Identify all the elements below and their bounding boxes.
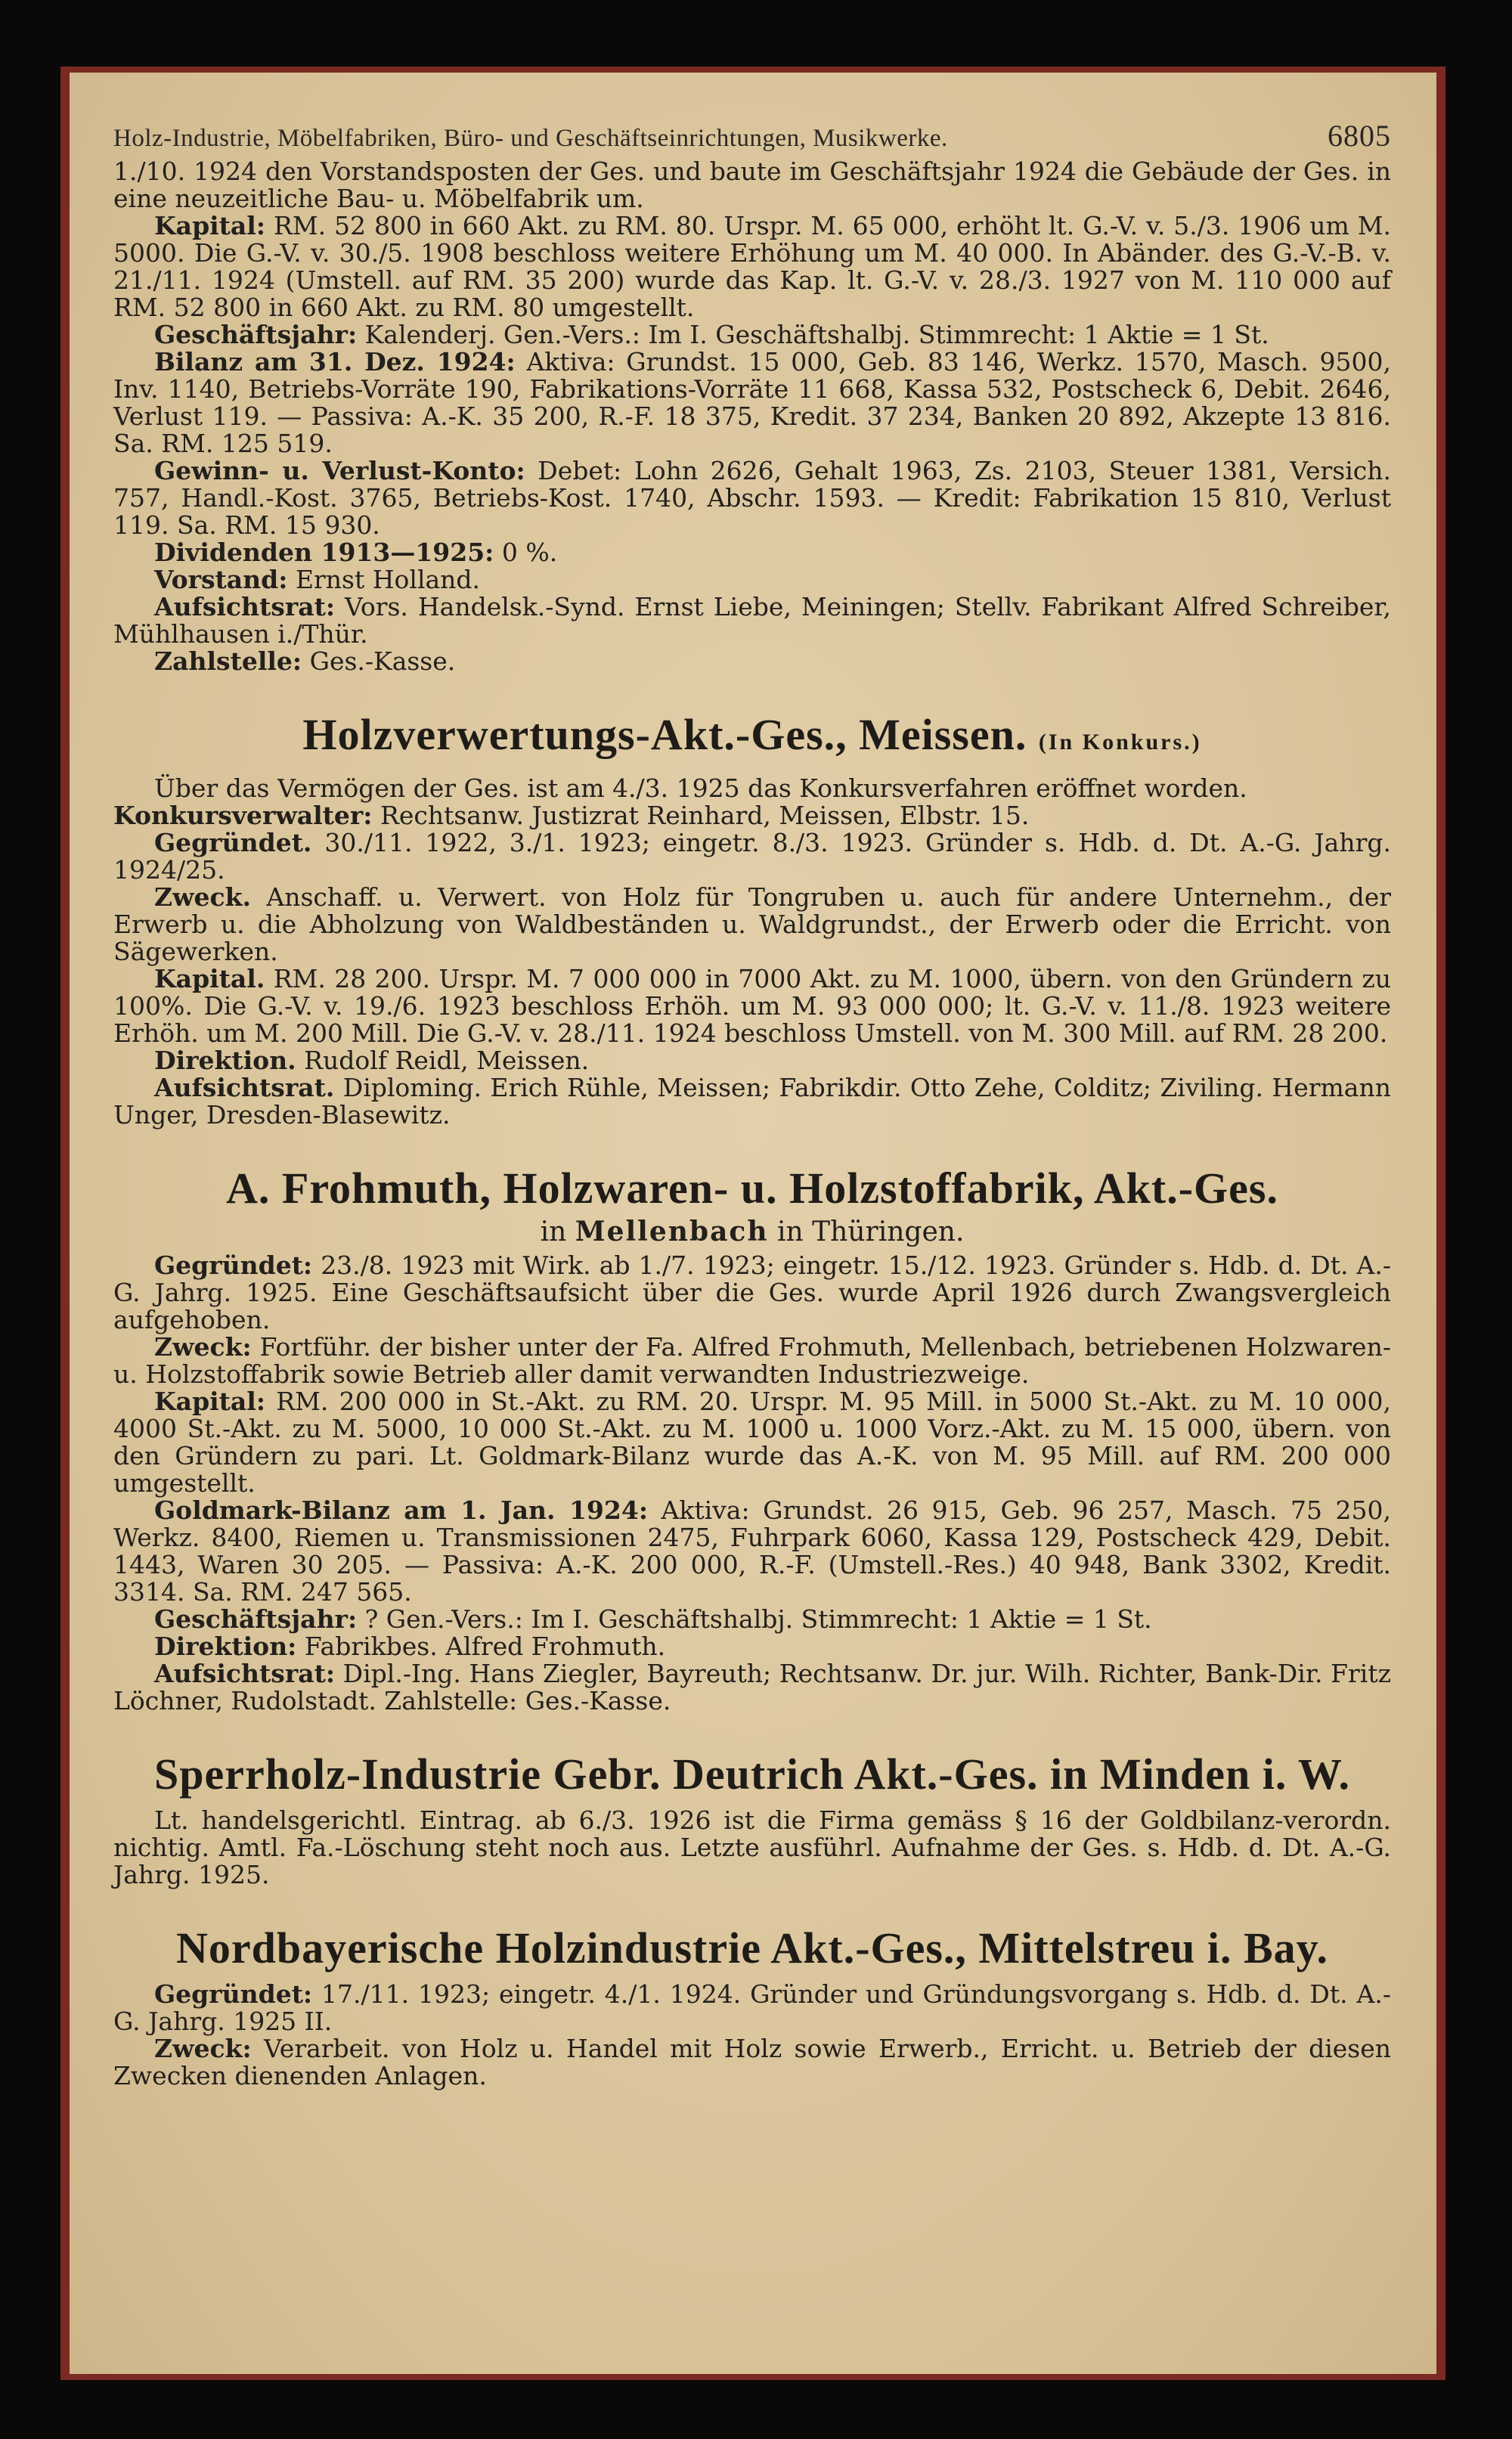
document-page xyxy=(70,73,1436,2374)
paragraph-zweck: Zweck: Fortführ. der bisher unter der Fa. Alfred Frohmuth, Mellenbach, betriebenen Holzwaren- u. Holzstoffabrik sowie Betrieb aller damit verwandten Industriezweige. xyxy=(113,1332,1391,1389)
page-content xyxy=(113,118,1391,2090)
entry-frohmuth xyxy=(113,1162,1391,1715)
paragraph-aufsichtsrat: Aufsichtsrat. Diploming. Erich Rühle, Meissen; Fabrikdir. Otto Zehe, Colditz; Ziviling. Hermann Unger, Dresden-Blasewitz. xyxy=(113,1073,1391,1130)
paragraph-gewinn-verlust: Gewinn- u. Verlust-Konto: Debet: Lohn 2626, Gehalt 1963, Zs. 2103, Steuer 1381, Versich. 757, Handl.-Kost. 3765, Betriebs-Kost. 1740, Abschr. 1593. — Kredit: Fabrikation 15 810, Verlust 119. Sa. RM. 15 930. xyxy=(113,456,1391,540)
company-title: Sperrholz-Industrie Gebr. Deutrich Akt.-Ges. in Minden i. W. xyxy=(153,1749,1351,1799)
paragraph-zahlstelle: Zahlstelle: Ges.-Kasse. xyxy=(154,646,456,676)
paragraph-dividenden: Dividenden 1913—1925: 0 %. xyxy=(154,538,558,567)
entry-holzverwertungs xyxy=(113,708,1391,1129)
paragraph-kapital: Kapital: RM. 52 800 in 660 Akt. zu RM. 80. Urspr. M. 65 000, erhöht lt. G.-V. v. 5./3. 1906 um M. 5000. Die G.-V. v. 30./5. 1908 beschloss weitere Erhöhung um M. 40 000. In Abänder. des G.-V.-B. v. 21./11. 1924 (Umstell. auf RM. 35 200) wurde das Kap. lt. G.-V. v. 28./3. 1927 von M. 110 000 auf RM. 52 800 in 660 Akt. zu RM. 80 umgestellt. xyxy=(113,211,1391,322)
running-header xyxy=(113,118,1391,153)
paragraph-geschaeftsjahr: Geschäftsjahr: ? Gen.-Vers.: Im I. Geschäftshalbj. Stimmrecht: 1 Aktie = 1 St. xyxy=(154,1604,1152,1634)
running-title: Holz-Industrie, Möbelfabriken, Büro- und Geschäftseinrichtungen, Musikwerke. xyxy=(113,125,948,152)
paragraph-zweck: Zweck. Anschaff. u. Verwert. von Holz für Tongruben u. auch für andere Unternehm., der Erwerb u. die Abholzung von Waldbeständen u. Waldgrundst., der Erwerb oder die Erricht. von Sägewerken. xyxy=(113,882,1391,966)
paragraph-kapital: Kapital. RM. 28 200. Urspr. M. 7 000 000 in 7000 Akt. zu M. 1000, übern. von den Gründern zu 100%. Die G.-V. v. 19./6. 1923 beschloss Erhöh. um M. 93 000 000; lt. G.-V. v. 11./8. 1923 weitere Erhöh. um M. 200 Mill. Die G.-V. v. 28./11. 1924 beschloss Umstell. von M. 300 Mill. auf RM. 28 200. xyxy=(113,964,1391,1048)
company-title: Holzverwertungs-Akt.-Ges., Meissen. (In Konkurs.) xyxy=(302,710,1202,759)
paragraph-gegruendet: Gegründet. 30./11. 1922, 3./1. 1923; eingetr. 8./3. 1923. Gründer s. Hdb. d. Dt. A.-G. Jahrg. 1924/25. xyxy=(113,828,1391,885)
entry-sperrholz xyxy=(113,1748,1391,1889)
paragraph-bilanz: Bilanz am 31. Dez. 1924: Aktiva: Grundst. 15 000, Geb. 83 146, Werkz. 1570, Masch. 9500, Inv. 1140, Betriebs-Vorräte 190, Fabrikations-Vorräte 11 668, Kassa 532, Postscheck 6, Debit. 2646, Verlust 119. — Passiva: A.-K. 35 200, R.-F. 18 375, Kredit. 37 234, Banken 20 892, Akzepte 13 816. Sa. RM. 125 519. xyxy=(113,347,1391,458)
entry-continuation xyxy=(113,158,1391,675)
company-location: in Mellenbach in Thüringen. xyxy=(540,1216,965,1247)
paragraph: Über das Vermögen der Ges. ist am 4./3. 1925 das Konkursverfahren eröffnet worden. xyxy=(154,773,1247,803)
paragraph-gegruendet: Gegründet: 23./8. 1923 mit Wirk. ab 1./7. 1923; eingetr. 15./12. 1923. Gründer s. Hdb. d. Dt. A.-G. Jahrg. 1925. Eine Geschäftsaufsicht über die Ges. wurde April 1926 durch Zwangsvergleich aufgehoben. xyxy=(113,1250,1391,1334)
paragraph-direktion: Direktion. Rudolf Reidl, Meissen. xyxy=(154,1046,590,1075)
entry-nordbayerische xyxy=(113,1922,1391,2090)
paragraph-kapital: Kapital: RM. 200 000 in St.-Akt. zu RM. 20. Urspr. M. 95 Mill. in 5000 St.-Akt. zu M. 10 000, 4000 St.-Akt. zu M. 5000, 10 000 St.-Akt. zu M. 1000 u. 1000 Vorz.-Akt. zu M. 15 000, übern. von den Gründern zu pari. Lt. Goldmark-Bilanz wurde das A.-K. von M. 95 Mill. auf RM. 200 000 umgestellt. xyxy=(113,1387,1391,1498)
paragraph: Lt. handelsgerichtl. Eintrag. ab 6./3. 1926 ist die Firma gemäss § 16 der Goldbilanz-verordn. nichtig. Amtl. Fa.-Löschung steht noch aus. Letzte ausführl. Aufnahme der Ges. s. Hdb. d. Dt. A.-G. Jahrg. 1925. xyxy=(113,1805,1391,1889)
status-note: (In Konkurs.) xyxy=(1038,730,1202,755)
paragraph-goldmark-bilanz: Goldmark-Bilanz am 1. Jan. 1924: Aktiva: Grundst. 26 915, Geb. 96 257, Masch. 75 250, Werkz. 8400, Riemen u. Transmissionen 2475, Fuhrpark 6060, Kassa 129, Postscheck 429, Debit. 1443, Waren 30 205. — Passiva: A.-K. 200 000, R.-F. (Umstell.-Res.) 40 948, Bank 3302, Kredit. 3314. Sa. RM. 247 565. xyxy=(113,1495,1391,1607)
paragraph-aufsichtsrat: Aufsichtsrat: Dipl.-Ing. Hans Ziegler, Bayreuth; Rechtsanw. Dr. jur. Wilh. Richter, Bank-Dir. Fritz Löchner, Rudolstadt. Zahlstelle: Ges.-Kasse. xyxy=(113,1659,1391,1715)
page-number: 6805 xyxy=(1328,119,1391,153)
paragraph-geschaeftsjahr: Geschäftsjahr: Kalenderj. Gen.-Vers.: Im I. Geschäftshalbj. Stimmrecht: 1 Aktie = 1 St. xyxy=(154,320,1269,349)
paragraph-gegruendet: Gegründet: 17./11. 1923; eingetr. 4./1. 1924. Gründer und Gründungsvorgang s. Hdb. d. Dt. A.-G. Jahrg. 1925 II. xyxy=(113,1979,1391,2036)
paragraph-aufsichtsrat: Aufsichtsrat: Vors. Handelsk.-Synd. Ernst Liebe, Meiningen; Stellv. Fabrikant Alfred Schreiber, Mühlhausen i./Thür. xyxy=(113,592,1391,649)
paragraph-zweck: Zweck: Verarbeit. von Holz u. Handel mit Holz sowie Erwerb., Erricht. u. Betrieb der diesen Zwecken dienenden Anlagen. xyxy=(113,2034,1391,2090)
paragraph-konkursverwalter: Konkursverwalter: Rechtsanw. Justizrat Reinhard, Meissen, Elbstr. 15. xyxy=(113,801,1030,830)
company-title: A. Frohmuth, Holzwaren- u. Holzstoffabrik, Akt.-Ges. xyxy=(226,1164,1278,1213)
paragraph: 1./10. 1924 den Vorstandsposten der Ges. und baute im Geschäftsjahr 1924 die Gebäude der Ges. in eine neuzeitliche Bau- u. Möbelfabrik um. xyxy=(113,157,1391,213)
paragraph-vorstand: Vorstand: Ernst Holland. xyxy=(154,565,481,594)
paragraph-direktion: Direktion: Fabrikbes. Alfred Frohmuth. xyxy=(154,1632,666,1661)
company-title: Nordbayerische Holzindustrie Akt.-Ges., Mittelstreu i. Bay. xyxy=(176,1923,1328,1973)
